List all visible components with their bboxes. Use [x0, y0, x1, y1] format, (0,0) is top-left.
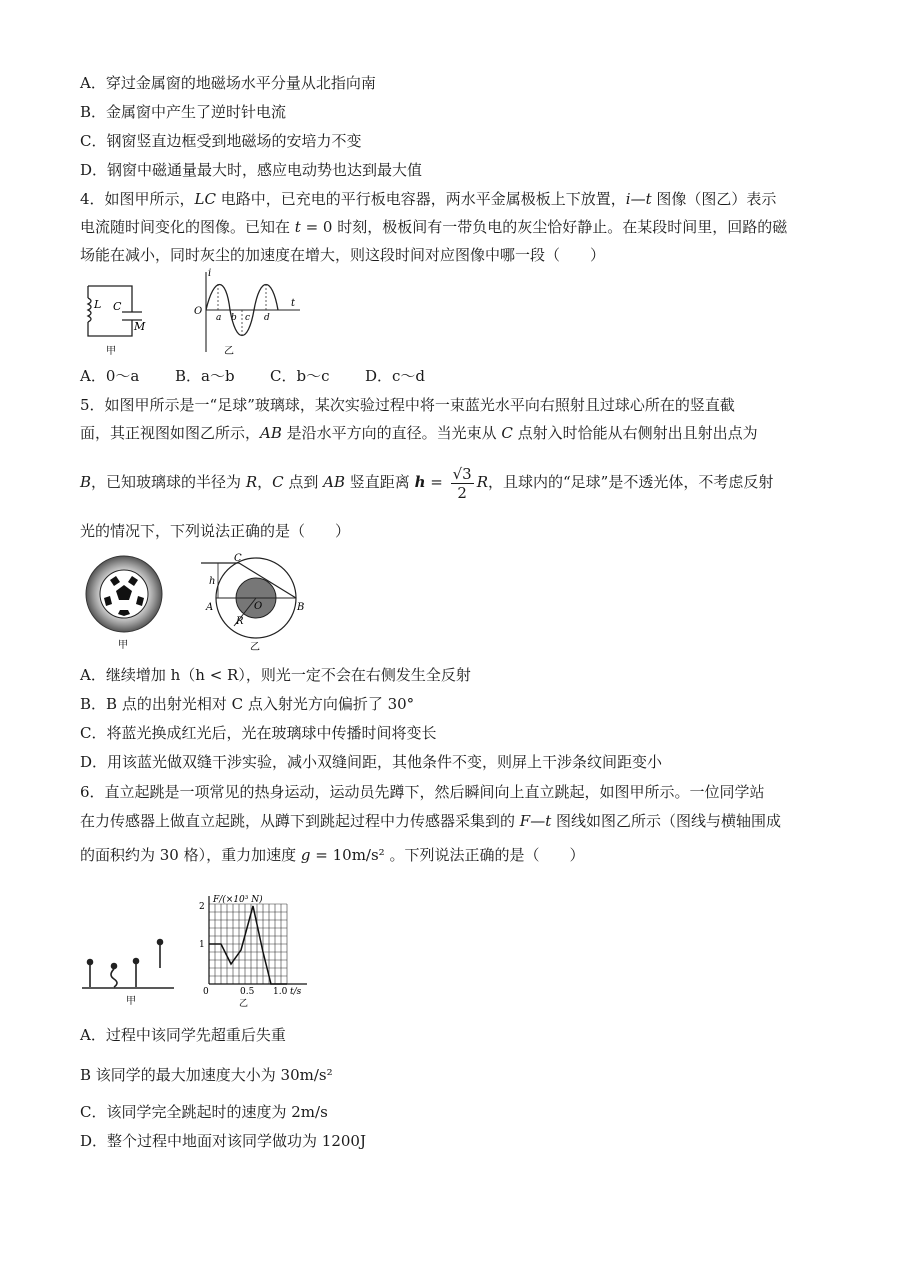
q4-line-2: 电流随时间变化的图像。已知在 t = 0 时刻，极板间有一带负电的灰尘恰好静止。在某段时间里，回路的磁 [80, 218, 788, 236]
q4-options [80, 365, 425, 387]
label-R: R [236, 616, 244, 627]
force-time-chart [195, 892, 320, 1010]
fraction-sqrt3-over-2: $\frac{√3}{2}$ [452, 464, 472, 502]
x-tick-10: 1.0 [273, 987, 288, 997]
cross-section-figure [196, 552, 316, 654]
q5-line-2: 面，其正视图如图乙所示，AB 是沿水平方向的直径。当光束从 C 点射入时恰能从右侧射出且射出点为 [80, 424, 758, 442]
label-O: O [254, 601, 263, 612]
label-b: b [231, 313, 237, 323]
label-d: d [264, 313, 270, 323]
q6-line-1: 6．直立起跳是一项常见的热身运动，运动员先蹲下，然后瞬间向上直立跳起，如图甲所示。一位同学站 [80, 783, 765, 801]
y-axis-label: F/(×10³ N) [213, 895, 263, 905]
fig-label-yi: 乙 [239, 999, 249, 1009]
q5-line-4: 光的情况下，下列说法正确的是（ ） [80, 522, 351, 540]
q6-option-c: C．该同学完全跳起时的速度为 2m/s [80, 1103, 328, 1121]
q5-option-c: C．将蓝光换成红光后，光在玻璃球中传播时间将变长 [80, 724, 437, 742]
fig-label-yi: 乙 [250, 642, 260, 653]
q6-option-b: B 该同学的最大加速度大小为 30m/s² [80, 1066, 333, 1084]
label-t: t [291, 298, 296, 309]
q4-option-d: D．c～d [365, 367, 426, 385]
q5-option-d: D．用该蓝光做双缝干涉实验，减小双缝间距，其他条件不变，则屏上干涉条纹间距变小 [80, 753, 663, 771]
q5-line-3: B，已知玻璃球的半径为 R，C 点到 AB 竖直距离 h = $\frac{√3}{2}$ R，且球内的“足球”是不透光体，不考虑反射 [80, 464, 774, 502]
label-c: c [245, 313, 251, 323]
q4-option-c: C．b～c [270, 367, 330, 385]
label-h: h [209, 576, 216, 587]
label-i: i [208, 268, 212, 279]
label-B: B [297, 602, 305, 613]
q3-option-a: A．穿过金属窗的地磁场水平分量从北指向南 [80, 74, 376, 92]
jump-sequence-figure [80, 930, 180, 1005]
q4-option-a: A．0～a [80, 367, 140, 385]
it-graph-figure [188, 266, 308, 358]
q4-line-3: 场能在减小，同时灰尘的加速度在增大，则这段时间对应图像中哪一段（ ） [80, 246, 606, 264]
lc-circuit-figure [80, 270, 155, 358]
fig-label-jia: 甲 [106, 346, 116, 357]
q4-option-b: B．a～b [175, 367, 235, 385]
q3-option-d: D．钢窗中磁通量最大时，感应电动势也达到最大值 [80, 161, 423, 179]
q3-option-c: C．钢窗竖直边框受到地磁场的安培力不变 [80, 132, 362, 150]
label-M: M [134, 320, 146, 333]
y-tick-1: 1 [199, 940, 205, 950]
q3-option-b: B．金属窗中产生了逆时针电流 [80, 103, 287, 121]
q5-option-b: B．B 点的出射光相对 C 点入射光方向偏折了 30° [80, 695, 415, 713]
q6-option-d: D．整个过程中地面对该同学做功为 1200J [80, 1132, 366, 1150]
q6-line-2: 在力传感器上做直立起跳，从蹲下到跳起过程中力传感器采集到的 F—t 图线如图乙所示（图线与横轴围成 [80, 812, 781, 830]
q5-option-a: A．继续增加 h（h < R），则光一定不会在右侧发生全反射 [80, 666, 471, 684]
fig-label-jia: 甲 [126, 996, 136, 1005]
label-C: C [113, 300, 122, 313]
label-C: C [234, 553, 242, 564]
q6-option-a: A．过程中该同学先超重后失重 [80, 1026, 286, 1044]
label-A: A [206, 602, 214, 613]
x-axis-label: t/s [290, 987, 302, 997]
label-a: a [216, 313, 222, 323]
glass-ball-figure [80, 552, 170, 652]
x-tick-05: 0.5 [240, 987, 255, 997]
inductor-coil [88, 298, 91, 322]
q6-line-3: 的面积约为 30 格），重力加速度 g = 10m/s² 。下列说法正确的是（ ） [80, 846, 585, 864]
fig-label-jia: 甲 [118, 640, 128, 651]
x-tick-0: 0 [203, 987, 209, 997]
q4-line-1: 4．如图甲所示，LC 电路中，已充电的平行板电容器，两水平金属极板上下放置，i—t 图像（图乙）表示 [80, 190, 777, 208]
y-tick-2: 2 [199, 902, 205, 912]
label-O: O [194, 306, 203, 317]
fig-label-yi: 乙 [224, 346, 234, 357]
label-L: L [94, 298, 102, 311]
q5-line-1: 5．如图甲所示是一“足球”玻璃球，某次实验过程中将一束蓝光水平向右照射且过球心所在的竖直截 [80, 396, 735, 414]
